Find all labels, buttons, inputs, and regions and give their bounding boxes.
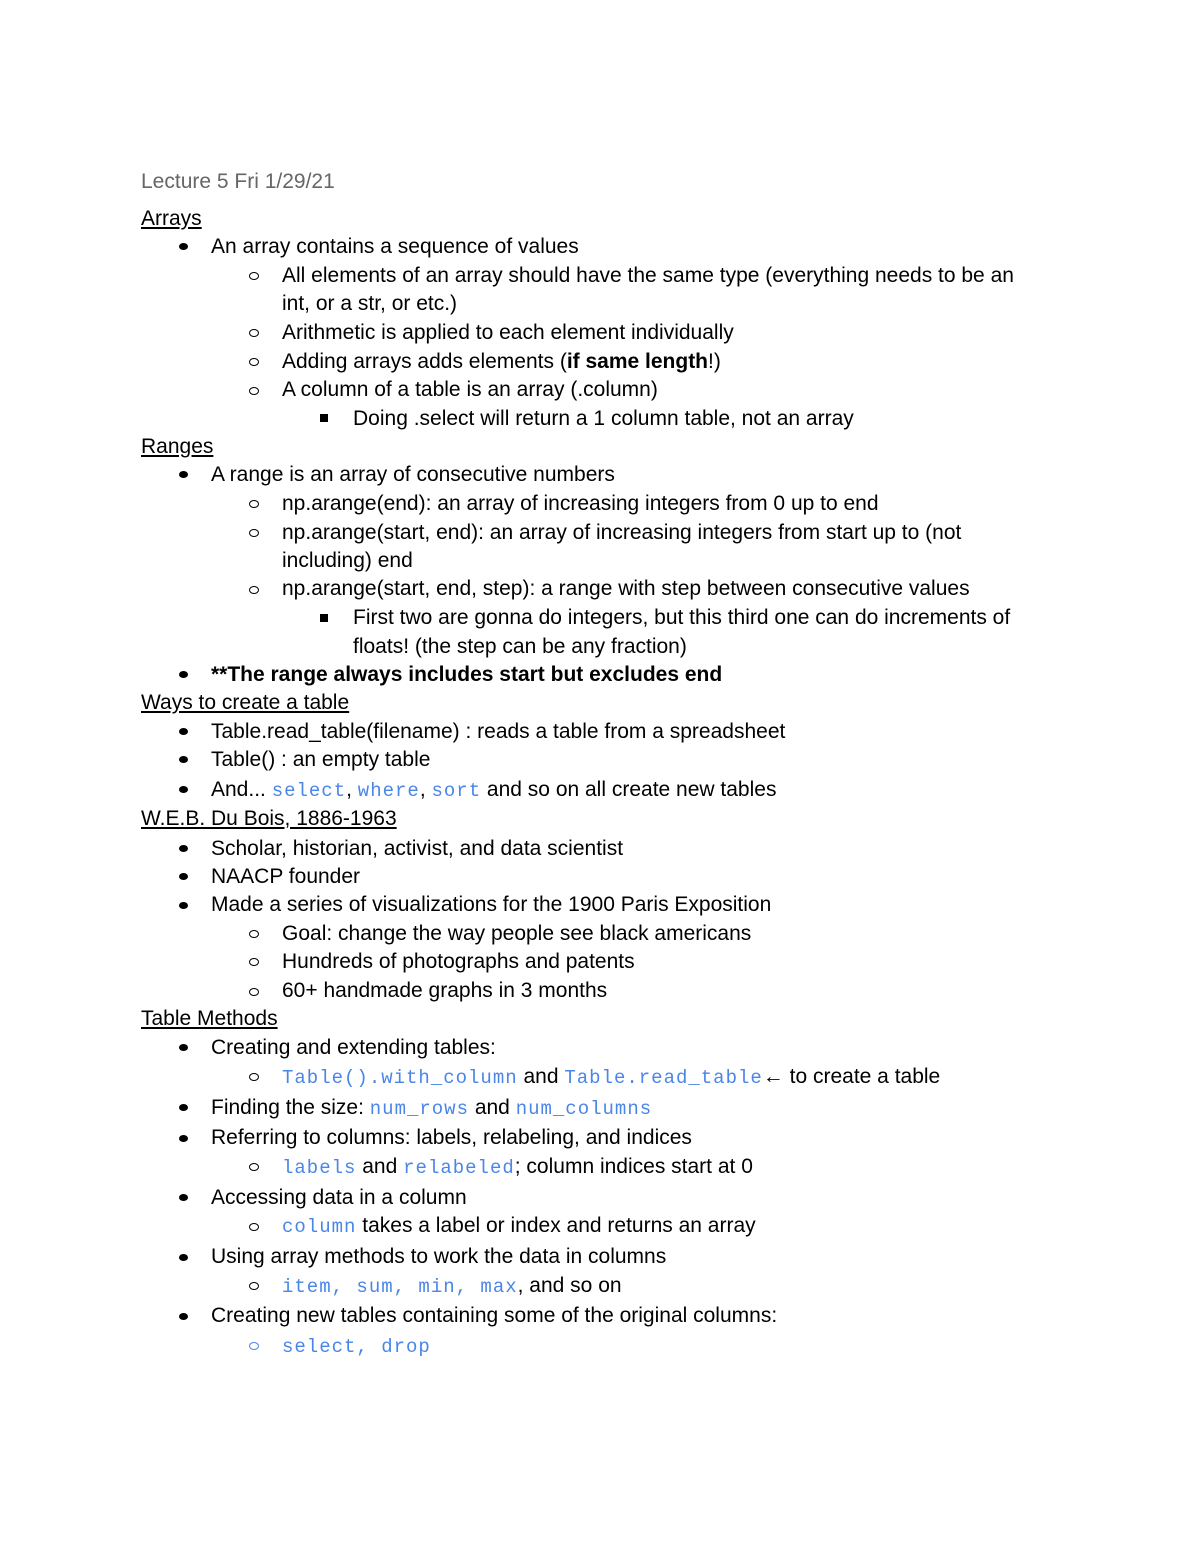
list-item: 60+ handmade graphs in 3 months bbox=[282, 979, 608, 1002]
bullet-circle-icon bbox=[249, 329, 259, 337]
list-item: Scholar, historian, activist, and data scientist bbox=[211, 837, 624, 860]
bullet-circle-icon bbox=[249, 387, 259, 395]
bullet-circle-icon bbox=[249, 272, 259, 280]
list-item-continuation: including) end bbox=[282, 549, 413, 572]
bullet-circle-icon bbox=[249, 358, 259, 366]
list-item: Goal: change the way people see black americans bbox=[282, 922, 752, 945]
list-item: Arithmetic is applied to each element individually bbox=[282, 321, 734, 344]
bullet-circle-icon bbox=[249, 988, 259, 996]
bullet-dot-icon bbox=[179, 671, 188, 678]
bullet-dot-icon bbox=[179, 845, 188, 852]
bullet-dot-icon bbox=[179, 902, 188, 909]
bullet-circle-icon bbox=[249, 1342, 259, 1350]
list-item: And... select, where, sort and so on all create new tables bbox=[211, 778, 777, 802]
list-item: Table().with_column and Table.read_table← to create a table bbox=[282, 1065, 941, 1089]
bullet-square-icon bbox=[320, 414, 328, 422]
page-title: Lecture 5 Fri 1/29/21 bbox=[141, 170, 335, 193]
list-item: First two are gonna do integers, but this third one can do increments of bbox=[353, 606, 1011, 629]
list-item: Hundreds of photographs and patents bbox=[282, 950, 635, 973]
bullet-dot-icon bbox=[179, 471, 188, 478]
list-item: Table() : an empty table bbox=[211, 748, 431, 771]
bullet-circle-icon bbox=[249, 1282, 259, 1290]
list-item: column takes a label or index and returns an array bbox=[282, 1214, 756, 1238]
list-item: Referring to columns: labels, relabeling, and indices bbox=[211, 1126, 692, 1149]
list-item-emphasis: **The range always includes start but excludes end bbox=[211, 663, 723, 686]
bullet-circle-icon bbox=[249, 1073, 259, 1081]
bullet-square-icon bbox=[320, 614, 328, 622]
bullet-dot-icon bbox=[179, 1104, 188, 1111]
list-item: Doing .select will return a 1 column table, not an array bbox=[353, 407, 854, 430]
list-item: Accessing data in a column bbox=[211, 1186, 467, 1209]
list-item-continuation: floats! (the step can be any fraction) bbox=[353, 635, 687, 658]
list-item: An array contains a sequence of values bbox=[211, 235, 579, 258]
bullet-dot-icon bbox=[179, 1254, 188, 1261]
section-heading-methods: Table Methods bbox=[141, 1007, 278, 1030]
bullet-dot-icon bbox=[179, 756, 188, 763]
section-heading-ranges: Ranges bbox=[141, 435, 214, 458]
list-item: Creating and extending tables: bbox=[211, 1036, 496, 1059]
list-item: Table.read_table(filename) : reads a table from a spreadsheet bbox=[211, 720, 786, 743]
bullet-dot-icon bbox=[179, 1313, 188, 1320]
bullet-dot-icon bbox=[179, 1135, 188, 1142]
bullet-dot-icon bbox=[179, 786, 188, 793]
bullet-circle-icon bbox=[249, 586, 259, 594]
list-item: A column of a table is an array (.column) bbox=[282, 378, 658, 401]
bullet-dot-icon bbox=[179, 1044, 188, 1051]
list-item: np.arange(start, end, step): a range with step between consecutive values bbox=[282, 577, 970, 600]
bullet-circle-icon bbox=[249, 529, 259, 537]
bullet-circle-icon bbox=[249, 500, 259, 508]
bullet-dot-icon bbox=[179, 243, 188, 250]
list-item: select, drop bbox=[282, 1336, 431, 1358]
list-item: Creating new tables containing some of the original columns: bbox=[211, 1304, 778, 1327]
list-item: NAACP founder bbox=[211, 865, 361, 888]
list-item: Using array methods to work the data in columns bbox=[211, 1245, 667, 1268]
list-item-continuation: int, or a str, or etc.) bbox=[282, 292, 458, 315]
list-item: labels and relabeled; column indices start at 0 bbox=[282, 1155, 753, 1179]
list-item: item, sum, min, max, and so on bbox=[282, 1274, 622, 1298]
bullet-circle-icon bbox=[249, 958, 259, 966]
list-item: np.arange(end): an array of increasing integers from 0 up to end bbox=[282, 492, 879, 515]
list-item: All elements of an array should have the same type (everything needs to be an bbox=[282, 264, 1014, 287]
bullet-dot-icon bbox=[179, 1194, 188, 1201]
bullet-dot-icon bbox=[179, 873, 188, 880]
list-item: Made a series of visualizations for the 1900 Paris Exposition bbox=[211, 893, 772, 916]
section-heading-dubois: W.E.B. Du Bois, 1886-1963 bbox=[141, 807, 397, 830]
bullet-circle-icon bbox=[249, 1163, 259, 1171]
section-heading-ways: Ways to create a table bbox=[141, 691, 350, 714]
list-item: A range is an array of consecutive numbers bbox=[211, 463, 615, 486]
list-item: np.arange(start, end): an array of increasing integers from start up to (not bbox=[282, 521, 962, 544]
bullet-dot-icon bbox=[179, 728, 188, 735]
list-item: Adding arrays adds elements (if same length!) bbox=[282, 350, 721, 373]
bullet-circle-icon bbox=[249, 1223, 259, 1231]
bullet-circle-icon bbox=[249, 930, 259, 938]
section-heading-arrays: Arrays bbox=[141, 207, 202, 230]
list-item: Finding the size: num_rows and num_columns bbox=[211, 1096, 653, 1120]
